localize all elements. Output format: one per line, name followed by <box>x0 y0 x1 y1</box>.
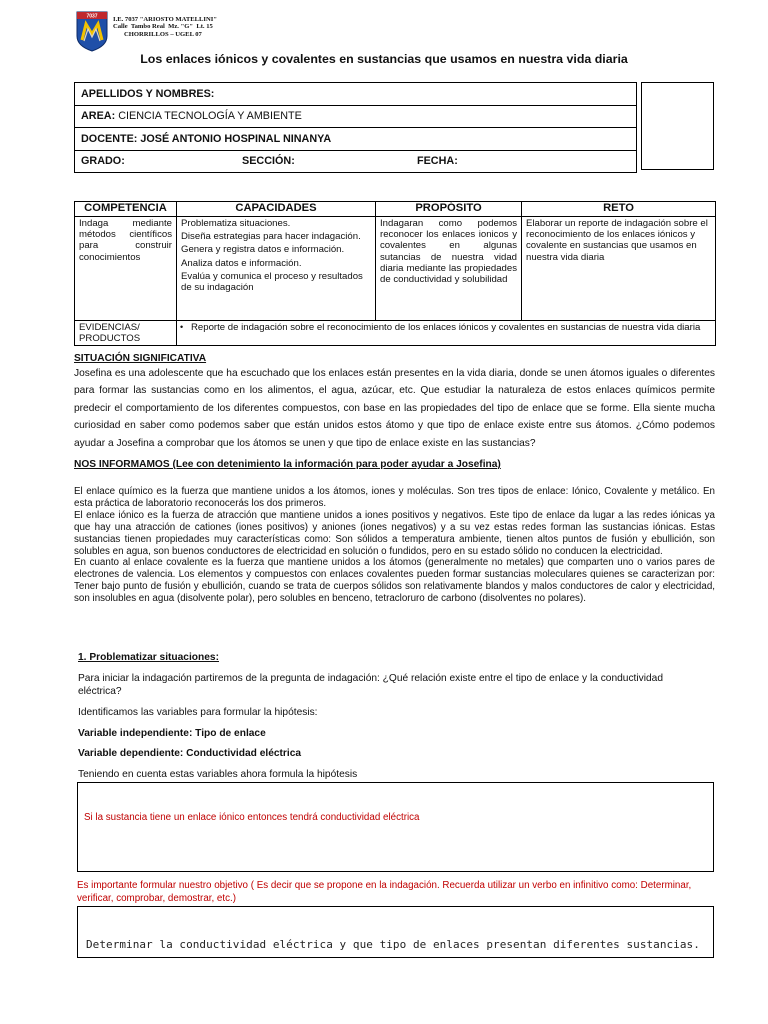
evidencias-label: EVIDENCIAS/ PRODUCTOS <box>75 321 177 346</box>
competence-table <box>74 201 716 346</box>
identify-variables: Identificamos las variables para formular la hipótesis: <box>78 707 318 718</box>
competencia-cell: Indaga mediante métodos científicos para construir conocimientos <box>75 217 177 321</box>
grade-label: GRADO: <box>81 155 125 168</box>
header-capacidades: CAPACIDADES <box>177 202 376 217</box>
student-info-table <box>74 82 637 173</box>
school-line-3: CHORRILLOS – UGEL 07 <box>124 30 202 38</box>
informamos-body <box>74 486 715 605</box>
hypothesis-box[interactable] <box>77 782 714 872</box>
hypothesis-answer: Si la sustancia tiene un enlace iónico entonces tendrá conductividad eléctrica <box>84 812 420 823</box>
logo-text: 7037 <box>86 13 98 20</box>
capacidad-item: Genera y registra datos e información. <box>181 244 345 256</box>
names-label: APELLIDOS Y NOMBRES: <box>75 83 637 106</box>
header-competencia: COMPETENCIA <box>75 202 177 217</box>
grade-row <box>75 150 637 173</box>
area-row <box>75 105 637 128</box>
problematizar-heading: 1. Problematizar situaciones: <box>78 652 219 663</box>
problematizar-intro: Para iniciar la indagación partiremos de la pregunta de indagación: ¿Qué relación existe entre el tipo de enlace y la conductividad eléctrica? <box>78 673 664 697</box>
evidencias-cell <box>177 321 716 346</box>
dependent-variable: Variable dependiente: Conductividad eléctrica <box>78 748 302 759</box>
capacidades-cell <box>177 217 376 321</box>
page-title: Los enlaces iónicos y covalentes en sustancias que usamos en nuestra vida diaria <box>140 52 628 66</box>
teacher-label: DOCENTE: JOSÉ ANTONIO HOSPINAL NINANYA <box>75 128 637 151</box>
bullet-icon: • <box>180 322 184 332</box>
objective-box[interactable] <box>77 906 714 958</box>
area-label: AREA: <box>81 110 116 123</box>
objective-answer: Determinar la conductividad eléctrica y que tipo de enlaces presentan diferentes sustancias. <box>86 938 700 951</box>
hypothesis-prompt: Teniendo en cuenta estas variables ahora formula la hipótesis <box>78 769 358 780</box>
situacion-heading: SITUACIÓN SIGNIFICATIVA <box>74 353 207 364</box>
capacidad-item: Problematiza situaciones. <box>181 218 291 229</box>
independent-variable: Variable independiente: Tipo de enlace <box>78 728 266 739</box>
school-line-2: Calle Tambo Real Mz. "G" Lt. 15 <box>113 23 213 31</box>
informamos-p1: El enlace químico es la fuerza que mantiene unidos a los átomos, iones y moléculas. Son tres tipos de enlace: Iónico, Covalente y metálico. En esta práctica de laboratorio reconocerás los dos primeros. <box>74 486 715 509</box>
header-reto: RETO <box>522 202 716 217</box>
area-value: CIENCIA TECNOLOGÍA Y AMBIENTE <box>115 110 302 123</box>
section-label: SECCIÓN: <box>242 155 295 168</box>
photo-box <box>641 82 714 170</box>
reto-cell: Elaborar un reporte de indagación sobre el reconocimiento de los enlaces iónicos y covalente en sustancias que usamos en nuestra vida diaria <box>522 217 716 321</box>
informamos-heading: NOS INFORMAMOS (Lee con detenimiento la información para poder ayudar a Josefina) <box>74 459 501 470</box>
informamos-p3: En cuanto al enlace covalente es la fuerza que mantiene unidos a los átomos (generalmente no metales) que comparten uno o varios pares de electrones de valencia. Los elementos y compuestos con enlaces covalentes pueden formar sustancias moleculares quienes se caracterizan por: Tener bajo punto de fusión y ebullición, cuando se trata de cuerpos sólidos son relativamente blandos y malos conductores de calor y electricidad, son insolubles en agua (disolvente polar), pero solubles en benceno, tetracloruro de carbono (disolventes no polares). <box>74 557 715 605</box>
capacidad-item: Evalúa y comunica el proceso y resultados de su indagación <box>181 270 363 294</box>
capacidad-item: Diseña estrategias para hacer indagación. <box>181 231 361 243</box>
objective-note: Es importante formular nuestro objetivo ( Es decir que se propone en la indagación. Recuerda utilizar un verbo en infinitivo como: Determinar, verificar, comprobar, demostrar, etc.) <box>77 880 692 905</box>
school-logo <box>74 10 110 52</box>
header-proposito: PROPÓSITO <box>376 202 522 217</box>
proposito-cell: Indagaran como podemos reconocer los enlaces ionicos y covalentes en algunas sutancias de nuestra vidad diaria mediante las propiedades de conductividad y solubilidad <box>376 217 522 321</box>
date-label: FECHA: <box>417 155 458 168</box>
situacion-text: Josefina es una adolescente que ha escuchado que los enlaces están presentes en la vida diaria, donde se unen átomos iguales o diferentes para formar las sustancias como en los alimentos, el agua, azúcar, etc. Que estudiar la naturaleza de estos enlaces químicos permite predecir el comportamiento de los diferentes compuestos, con base en las propiedades del tipo de enlace que se forme. Ella siente mucha curiosidad en saber como podemos saber que están unidos estos átomo y que tipo de enlace existe entre sus átomos. ¿Cómo podemos ayudar a Josefina a comprobar que los átomos se unen y que tipo de enlace existe en las sustancias? <box>74 368 715 449</box>
evidencias-text: Reporte de indagación sobre el reconocimiento de los enlaces iónicos y covalentes en sustancias de nuestra vida diaria <box>191 322 701 333</box>
capacidad-item: Analiza datos e información. <box>181 257 302 269</box>
school-line-1: I.E. 7037 "ARIOSTO MATELLINI" <box>113 16 217 23</box>
school-info <box>113 16 217 38</box>
informamos-p2: El enlace iónico es la fuerza de atracción que mantiene unidos a iones positivos y negativos. Este tipo de enlace da lugar a las redes iónicas ya que hay una atracción de cationes (iones positivos) y aniones (iones negativos) y a su vez estas redes forman las sustancias iónicas. Estas sustancias tienen propiedades muy características como: Son sólidos a temperatura ambiente, tienen altos puntos de fusión y ebullición, son solubles en agua, son buenos conductores de electricidad en solución o fundidos, pero en su estado sólido no conducen la electricidad. <box>74 509 715 557</box>
